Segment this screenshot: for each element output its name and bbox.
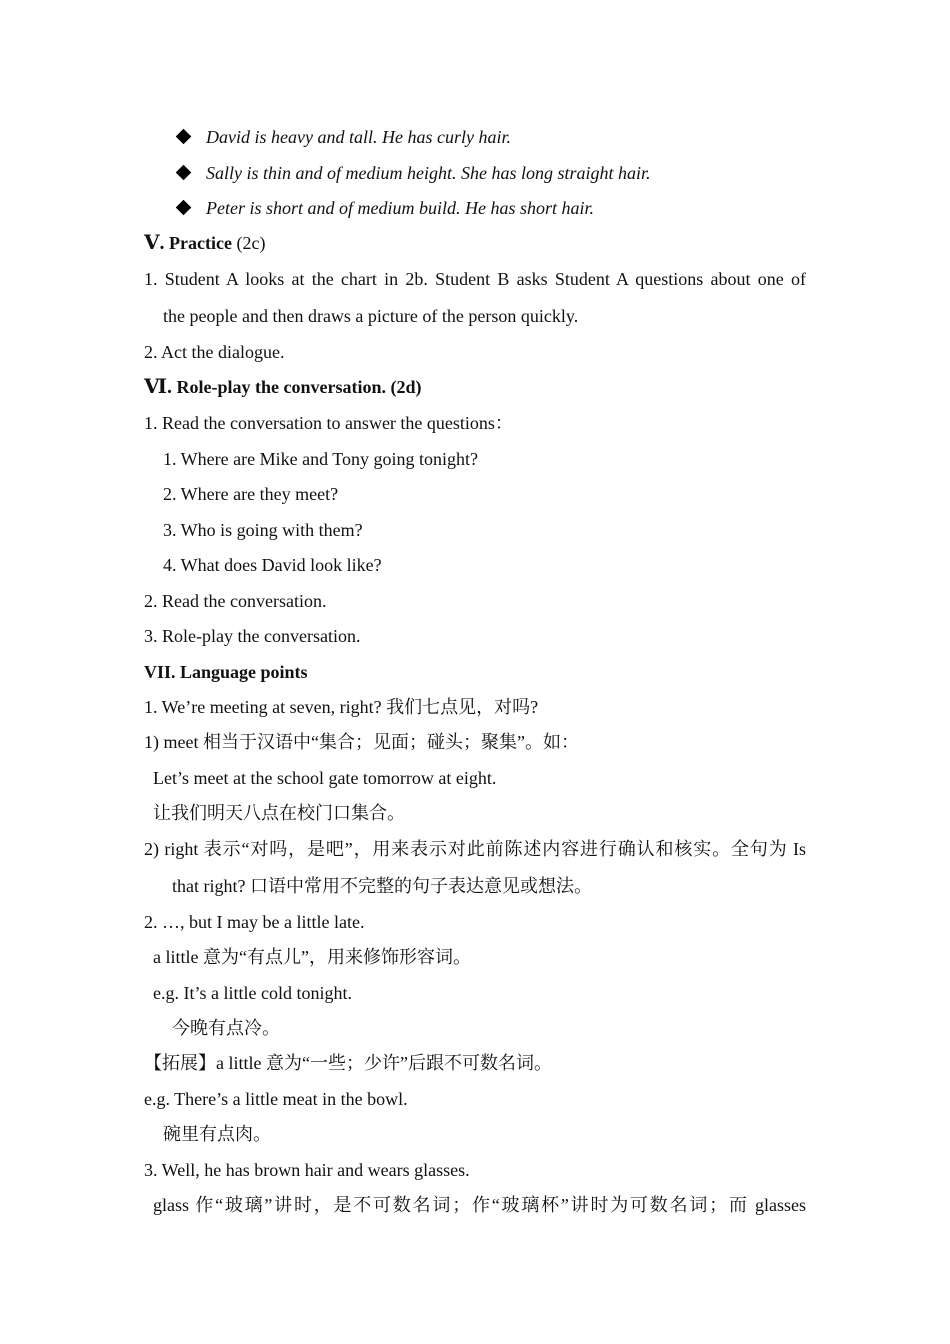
- section-title: Role-play the conversation. (2d): [176, 377, 422, 397]
- paragraph: 1. Student A looks at the chart in 2b. Student B asks Student A questions about one of: [144, 269, 806, 289]
- example-translation: 让我们明天八点在校门口集合。: [153, 803, 405, 823]
- section-code: (2c): [231, 233, 266, 253]
- question-item: 2. Where are they meet?: [163, 484, 339, 504]
- example-sentence: Let’s meet at the school gate tomorrow at eight.: [153, 768, 497, 788]
- diamond-bullet-icon: [176, 129, 192, 145]
- section-numeral: Ⅴ.: [144, 232, 165, 254]
- diamond-bullet-icon: [176, 200, 192, 216]
- bullet-text: Peter is short and of medium build. He has short hair.: [206, 198, 595, 218]
- example-translation: 今晚有点冷。: [172, 1018, 280, 1038]
- bullet-text: David is heavy and tall. He has curly hair.: [206, 127, 511, 147]
- paragraph: a little 意为“有点儿”，用来修饰形容词。: [153, 947, 471, 967]
- diamond-bullet-icon: [176, 165, 192, 181]
- section-title: Practice: [169, 233, 232, 253]
- section-heading-roleplay: [144, 376, 421, 398]
- question-item: 4. What does David look like?: [163, 555, 382, 575]
- question-item: 3. Who is going with them?: [163, 520, 363, 540]
- example-translation: 碗里有点肉。: [163, 1124, 271, 1144]
- paragraph: 2. Read the conversation.: [144, 591, 327, 611]
- example-sentence: e.g. It’s a little cold tonight.: [153, 983, 352, 1003]
- section-heading-language-points: VII. Language points: [144, 662, 308, 682]
- paragraph: 3. Well, he has brown hair and wears glasses.: [144, 1160, 470, 1180]
- question-item: 1. Where are Mike and Tony going tonight?: [163, 449, 478, 469]
- paragraph: glass 作“玻璃”讲时，是不可数名词；作“玻璃杯”讲时为可数名词；而 glasses: [153, 1195, 806, 1215]
- section-numeral: Ⅵ.: [144, 376, 172, 398]
- paragraph: 2. Act the dialogue.: [144, 342, 285, 362]
- section-heading-practice: [144, 232, 265, 254]
- paragraph: the people and then draws a picture of the person quickly.: [163, 306, 579, 326]
- paragraph: 1. We’re meeting at seven, right? 我们七点见，对吗?: [144, 697, 539, 717]
- paragraph: 1. Read the conversation to answer the questions：: [144, 413, 513, 433]
- paragraph: that right? 口语中常用不完整的句子表达意见或想法。: [172, 876, 592, 896]
- example-sentence: e.g. There’s a little meat in the bowl.: [144, 1089, 408, 1109]
- extension-note: 【拓展】a little 意为“一些；少许”后跟不可数名词。: [144, 1053, 552, 1073]
- paragraph: 3. Role-play the conversation.: [144, 626, 361, 646]
- paragraph: 2. …, but I may be a little late.: [144, 912, 365, 932]
- paragraph: 2) right 表示“对吗，是吧”，用来表示对此前陈述内容进行确认和核实。全句为 Is: [144, 839, 806, 859]
- bullet-text: Sally is thin and of medium height. She has long straight hair.: [206, 163, 651, 183]
- paragraph: 1) meet 相当于汉语中“集合；见面；碰头；聚集”。如：: [144, 732, 579, 752]
